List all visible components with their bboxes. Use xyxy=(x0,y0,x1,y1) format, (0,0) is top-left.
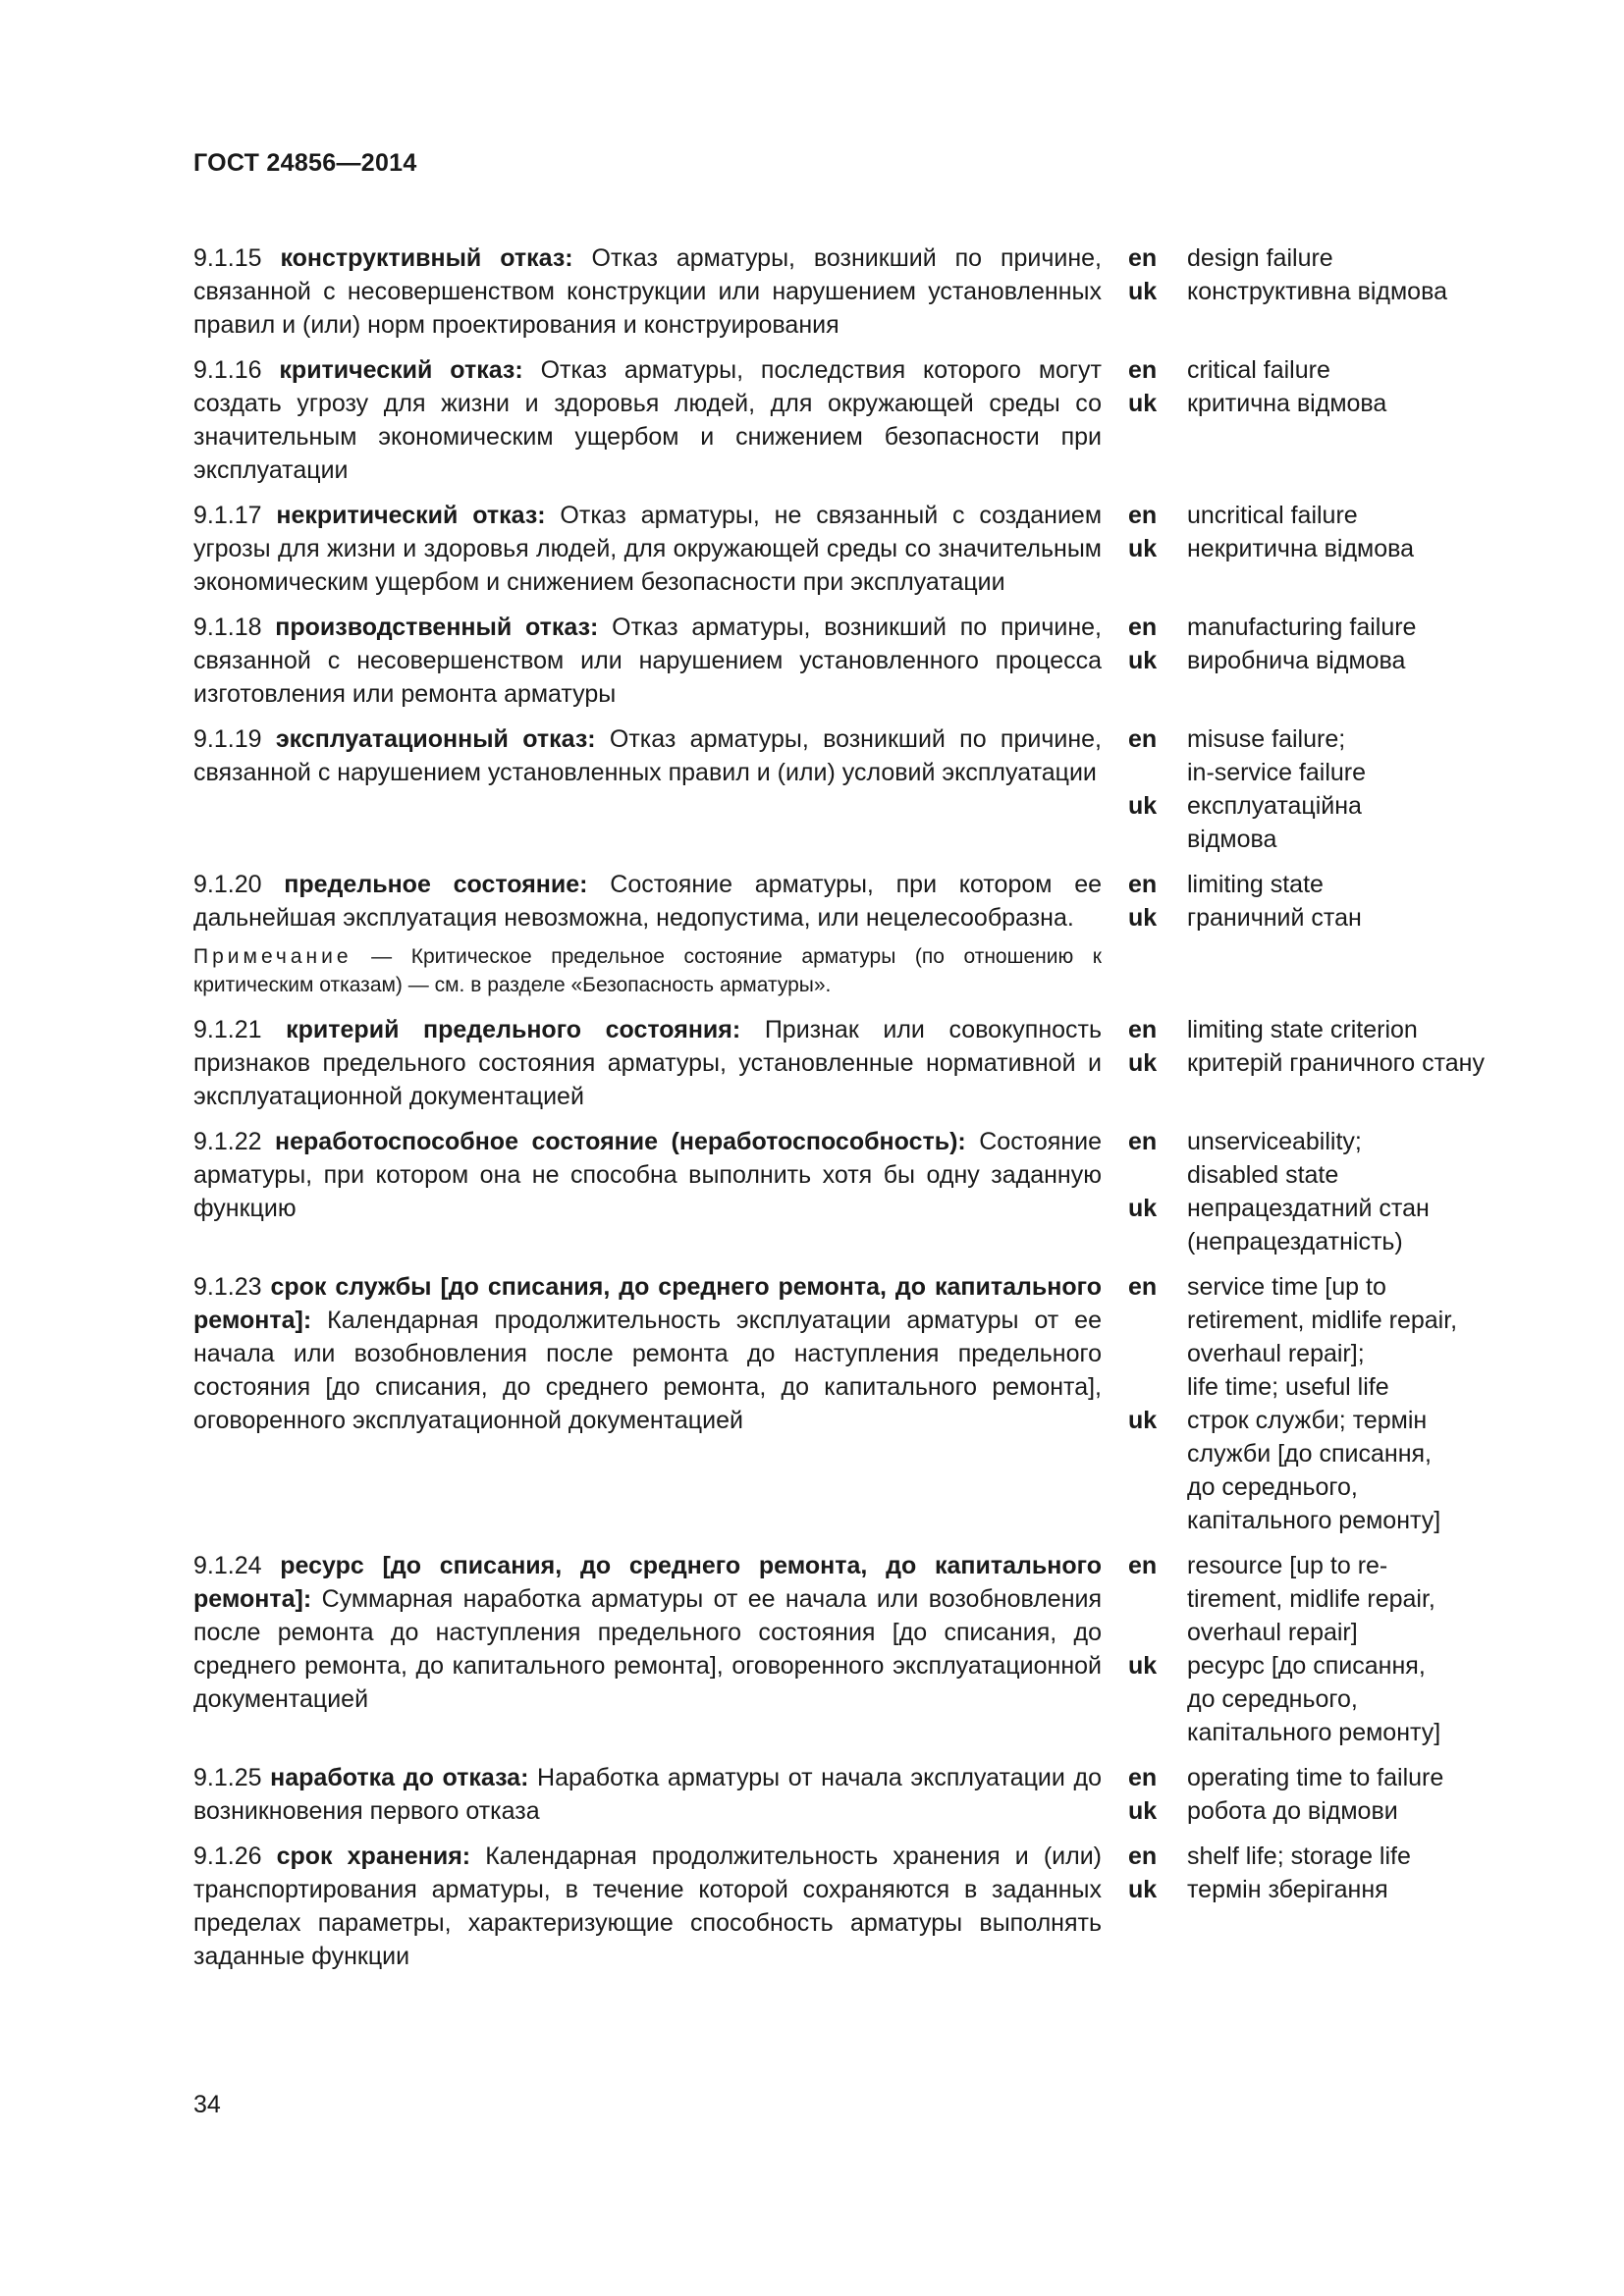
lang-code-en: en xyxy=(1128,1552,1158,1579)
note-text: — Критическое предельное состояние арматуры (по отношению к критическим отказам) — см. в разделе «Безопасность арматуры». xyxy=(193,945,1102,996)
document-code: ГОСТ 24856—2014 xyxy=(193,149,417,177)
term-entry xyxy=(193,1549,1539,1749)
term-number: 9.1.18 xyxy=(193,614,262,641)
term-entry xyxy=(193,353,1539,487)
ukrainian-equivalent: граничний стан xyxy=(1187,904,1362,932)
term-equivalents xyxy=(1128,1270,1539,1537)
term-definition: Отказ арматуры, возникший по причине, связанной с несовершенством или нарушением установленного процесса изготовления или ремонта арматуры xyxy=(193,614,1103,708)
english-equivalent: critical failure xyxy=(1187,356,1330,384)
term-definition-block xyxy=(193,722,1102,856)
term-name: критический отказ: xyxy=(279,356,523,384)
english-equivalent: misuse failure; in-service failure xyxy=(1187,725,1367,786)
term-name: срок службы [до списания, до среднего ремонта, до капитального ремонта]: xyxy=(193,1273,1102,1334)
ukrainian-equivalent: непрацездатний стан (непрацездатність) xyxy=(1187,1195,1430,1255)
term-definition: Отказ арматуры, последствия которого могут создать угрозу для жизни и здоровья людей, для окружающей среды со значительным экономическим ущербом и снижением безопасности при эксплуатации xyxy=(193,356,1102,484)
term-number: 9.1.22 xyxy=(193,1128,262,1155)
lang-code-uk: uk xyxy=(1128,1652,1158,1680)
lang-code-uk: uk xyxy=(1128,792,1158,820)
term-name: некритический отказ: xyxy=(276,502,546,529)
term-definition: Суммарная наработка арматуры от ее начала или возобновления после ремонта до наступления предельного состояния [до списания, до среднего ремонта, до капитального ремонта], оговоренного эксплуатационной документацией xyxy=(193,1585,1102,1713)
term-definition-block xyxy=(193,499,1102,599)
term-number: 9.1.26 xyxy=(193,1842,262,1870)
term-name: ресурс [до списания, до среднего ремонта, до капитального ремонта]: xyxy=(193,1552,1102,1613)
english-equivalent: manufacturing failure xyxy=(1187,614,1417,641)
term-equivalents xyxy=(1128,1125,1539,1258)
term-name: производственный отказ: xyxy=(275,614,599,641)
ukrainian-equivalent: робота до відмови xyxy=(1187,1797,1398,1825)
lang-code-uk: uk xyxy=(1128,1407,1158,1434)
lang-code-uk: uk xyxy=(1128,1049,1158,1077)
english-equivalent: shelf life; storage life xyxy=(1187,1842,1411,1870)
lang-code-uk: uk xyxy=(1128,1797,1158,1825)
terms-list xyxy=(193,241,1539,1985)
term-equivalents xyxy=(1128,1840,1539,1973)
term-definition: Календарная продолжительность хранения и (или) транспортирования арматуры, в течение которой сохраняются в заданных пределах параметры, характеризующие способность арматуры выполнять заданные функции xyxy=(193,1842,1102,1970)
term-definition-block xyxy=(193,1125,1102,1258)
term-name: наработка до отказа: xyxy=(270,1764,529,1791)
term-definition: Состояние арматуры, при котором ее дальнейшая эксплуатация невозможна, недопустима, или нецелесообразна. xyxy=(193,871,1102,932)
term-definition-block xyxy=(193,611,1102,711)
term-entry xyxy=(193,499,1539,599)
term-equivalents xyxy=(1128,1761,1539,1828)
english-equivalent: service time [up to retirement, midlife repair, overhaul repair]; life time; useful life xyxy=(1187,1273,1458,1401)
term-entry xyxy=(193,241,1539,342)
term-definition: Календарная продолжительность эксплуатации арматуры от ее начала или возобновления после ремонта до наступления предельного состояния [до списания, до среднего ремонта, до капитального ремонта], оговоренного эксплуатационной документацией xyxy=(193,1307,1102,1434)
term-number: 9.1.21 xyxy=(193,1016,262,1043)
english-equivalent: design failure xyxy=(1187,244,1333,272)
term-definition-block xyxy=(193,1013,1102,1113)
term-definition-block xyxy=(193,353,1102,487)
lang-code-en: en xyxy=(1128,1842,1158,1870)
lang-code-en: en xyxy=(1128,356,1158,384)
lang-code-en: en xyxy=(1128,871,1158,898)
term-equivalents xyxy=(1128,353,1539,487)
lang-code-en: en xyxy=(1128,1128,1158,1155)
term-equivalents xyxy=(1128,611,1539,711)
term-definition-block xyxy=(193,868,1102,934)
ukrainian-equivalent: термін зберігання xyxy=(1187,1876,1388,1903)
lang-code-uk: uk xyxy=(1128,1876,1158,1903)
lang-code-en: en xyxy=(1128,614,1158,641)
ukrainian-equivalent: строк служби; термін служби [до списання, до середнього, капітального ремонту] xyxy=(1187,1407,1441,1534)
lang-code-uk: uk xyxy=(1128,278,1158,305)
term-definition-block xyxy=(193,1761,1102,1828)
term-number: 9.1.17 xyxy=(193,502,262,529)
term-number: 9.1.25 xyxy=(193,1764,262,1791)
term-equivalents xyxy=(1128,499,1539,599)
lang-code-uk: uk xyxy=(1128,647,1158,674)
term-equivalents xyxy=(1128,1013,1539,1113)
term-definition-block xyxy=(193,1549,1102,1749)
term-name: срок хранения: xyxy=(276,1842,471,1870)
term-entry xyxy=(193,1761,1539,1828)
lang-code-en: en xyxy=(1128,1273,1158,1301)
term-entry xyxy=(193,1840,1539,1973)
english-equivalent: resource [up to re- tirement, midlife repair, overhaul repair] xyxy=(1187,1552,1435,1646)
ukrainian-equivalent: некритична відмова xyxy=(1187,535,1415,562)
english-equivalent: limiting state xyxy=(1187,871,1324,898)
ukrainian-equivalent: критична відмова xyxy=(1187,390,1387,417)
term-number: 9.1.23 xyxy=(193,1273,262,1301)
term-entry xyxy=(193,1013,1539,1113)
term-equivalents xyxy=(1128,241,1539,342)
lang-code-uk: uk xyxy=(1128,390,1158,417)
lang-code-uk: uk xyxy=(1128,1195,1158,1222)
lang-code-en: en xyxy=(1128,502,1158,529)
term-equivalents xyxy=(1128,722,1539,856)
term-name: конструктивный отказ: xyxy=(280,244,573,272)
term-number: 9.1.19 xyxy=(193,725,262,753)
note-label: Примечание xyxy=(193,945,352,968)
term-name: эксплуатационный отказ: xyxy=(275,725,596,753)
ukrainian-equivalent: експлуатаційна відмова xyxy=(1187,792,1362,853)
term-definition: Наработка арматуры от начала эксплуатации до возникновения первого отказа xyxy=(193,1764,1102,1825)
term-number: 9.1.20 xyxy=(193,871,262,898)
term-entry xyxy=(193,868,1539,934)
english-equivalent: limiting state criterion xyxy=(1187,1016,1418,1043)
ukrainian-equivalent: виробнича відмова xyxy=(1187,647,1406,674)
term-definition-block xyxy=(193,241,1102,342)
term-equivalents xyxy=(1128,1549,1539,1749)
term-definition: Отказ арматуры, возникший по причине, связанной с несовершенством конструкции или нарушением установленных правил и (или) норм проектирования и конструирования xyxy=(193,244,1103,339)
english-equivalent: uncritical failure xyxy=(1187,502,1358,529)
lang-code-uk: uk xyxy=(1128,535,1158,562)
ukrainian-equivalent: критерій граничного стану xyxy=(1187,1049,1485,1077)
lang-code-en: en xyxy=(1128,725,1158,753)
lang-code-en: en xyxy=(1128,244,1158,272)
term-number: 9.1.24 xyxy=(193,1552,262,1579)
ukrainian-equivalent: конструктивна відмова xyxy=(1187,278,1447,305)
term-number: 9.1.15 xyxy=(193,244,262,272)
ukrainian-equivalent: ресурс [до списання, до середнього, капітального ремонту] xyxy=(1187,1652,1441,1746)
term-entry xyxy=(193,722,1539,856)
lang-code-uk: uk xyxy=(1128,904,1158,932)
term-definition: Отказ арматуры, не связанный с созданием угрозы для жизни и здоровья людей, для окружающей среды со значительным экономическим ущербом и снижением безопасности при эксплуатации xyxy=(193,502,1103,596)
term-note xyxy=(193,942,1102,999)
page-number: 34 xyxy=(193,2091,221,2118)
lang-code-en: en xyxy=(1128,1764,1158,1791)
lang-code-en: en xyxy=(1128,1016,1158,1043)
term-number: 9.1.16 xyxy=(193,356,262,384)
english-equivalent: unserviceability; disabled state xyxy=(1187,1128,1362,1189)
term-name: неработоспособное состояние (неработоспособность): xyxy=(275,1128,966,1155)
term-equivalents xyxy=(1128,868,1539,934)
term-name: критерий предельного состояния: xyxy=(286,1016,741,1043)
term-definition-block xyxy=(193,1270,1102,1537)
term-definition-block xyxy=(193,1840,1102,1973)
term-entry xyxy=(193,611,1539,711)
term-name: предельное состояние: xyxy=(284,871,588,898)
term-definition: Состояние арматуры, при котором она не способна выполнить хотя бы одну заданную функцию xyxy=(193,1128,1102,1222)
term-definition: Отказ арматуры, возникший по причине, связанной с нарушением установленных правил и (или) условий эксплуатации xyxy=(193,725,1102,786)
term-entry xyxy=(193,1125,1539,1258)
english-equivalent: operating time to failure xyxy=(1187,1764,1444,1791)
term-entry xyxy=(193,1270,1539,1537)
term-definition: Признак или совокупность признаков предельного состояния арматуры, установленные нормативной и эксплуатационной документацией xyxy=(193,1016,1103,1110)
